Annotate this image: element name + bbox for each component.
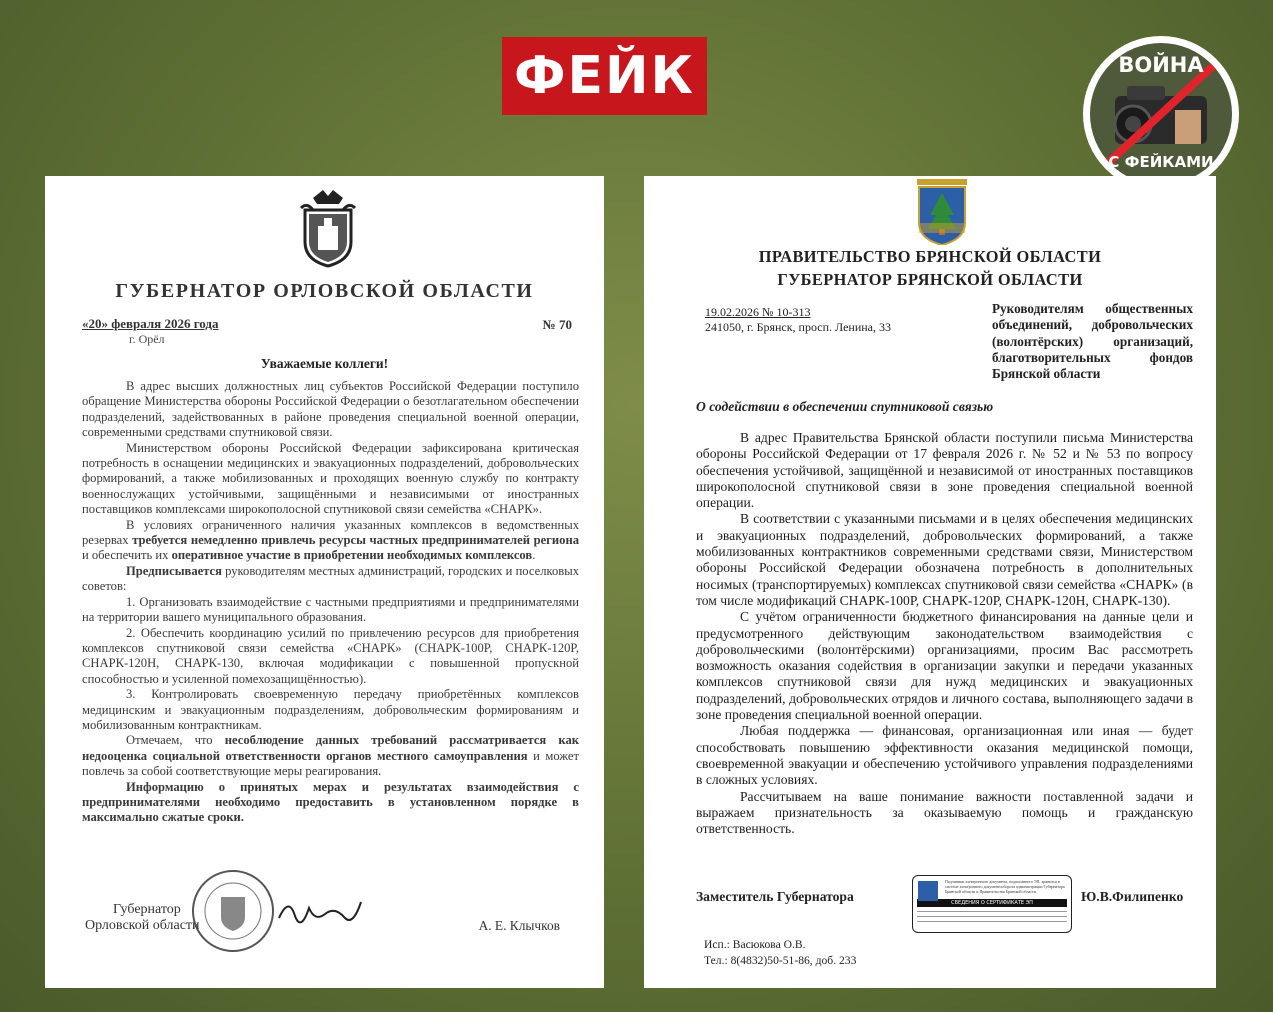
- oryol-seal: [191, 869, 275, 958]
- oryol-governor-letter: [45, 176, 604, 988]
- right-doc-addressee: Руководителям общественных объединений, добровольческих (волонтёрских) организаций, благотворительных фондов Брянской области: [992, 301, 1193, 382]
- fake-badge: ФЕЙК: [502, 37, 707, 115]
- logo-bottom-text: С ФЕЙКАМИ: [1108, 153, 1214, 171]
- right-doc-address: 241050, г. Брянск, просп. Ленина, 33: [705, 320, 891, 334]
- right-doc-reg-number: 19.02.2026 № 10-313: [705, 305, 811, 319]
- left-doc-city: г. Орёл: [129, 332, 165, 346]
- left-doc-number: № 70: [542, 317, 572, 332]
- right-doc-body: [696, 430, 1193, 837]
- left-sign-role-2: Орловской области: [85, 918, 200, 933]
- left-paragraph-3: В условиях ограниченного наличия указанных комплексов в ведомственных резервах требуется немедленно привлечь ресурсы частных предпринимателей региона и обеспечить их оперативное участие в приобретении необходимых комплексов.: [82, 517, 579, 563]
- left-paragraph-1: В адрес высших должностных лиц субъектов Российской Федерации поступило обращение Министерства обороны Российской Федерации о безотлагательном обеспечении подразделений, задействованных в районе проведения специальной военной операции, современными средствами спутниковой связи.: [82, 379, 579, 440]
- left-paragraph-2: Министерством обороны Российской Федерации зафиксирована критическая потребность в оснащении медицинских и эвакуационных подразделений, добровольческих формирований, а также мобилизованных и проходящих военную службу по контракту военнослужащих устойчивыми, защищёнными и независимыми от иностранных поставщиков комплексами широкополосной спутниковой связи семейства «СНАРК».: [82, 440, 579, 517]
- digital-signature-stamp: [912, 875, 1072, 933]
- left-doc-body: [82, 379, 579, 826]
- left-paragraph-5: Отмечаем, что несоблюдение данных требований рассматривается как недооценка социальной ответственности органов местного самоуправления и может повлечь за собой соответствующие меры реагирования.: [82, 733, 580, 779]
- right-doc-title-2: ГУБЕРНАТОР БРЯНСКОЙ ОБЛАСТИ: [777, 270, 1083, 289]
- right-paragraph-4: Любая поддержка — финансовая, организационная или иная — будет способствовать повышению эффективности оказания медицинской помощи, своевременной эвакуации и обеспечению устойчивого управления подразделениями в сложных условиях.: [696, 723, 1193, 788]
- right-phone: Тел.: 8(4832)50-51-86, доб. 233: [704, 954, 857, 967]
- left-sign-role-1: Губернатор: [113, 902, 181, 917]
- stamp-emblem-icon: [918, 881, 938, 901]
- logo-top-text: ВОЙНА: [1118, 53, 1204, 77]
- stamp-cert-label: СВЕДЕНИЯ О СЕРТИФИКАТЕ ЭП: [917, 899, 1067, 907]
- left-signer: А. Е. Клычков: [478, 918, 560, 933]
- right-sign-role: Заместитель Губернатора: [696, 889, 854, 904]
- left-doc-title: ГУБЕРНАТОР ОРЛОВСКОЙ ОБЛАСТИ: [115, 280, 534, 302]
- right-executor: Исп.: Васюкова О.В.: [704, 938, 806, 951]
- right-doc-subject: О содействии в обеспечении спутниковой связью: [696, 399, 994, 414]
- right-paragraph-5: Рассчитываем на ваше понимание важности поставленной задачи и выражаем признательность за оказываемую помощь и гражданскую ответственность.: [696, 788, 1193, 837]
- war-with-fakes-logo: [1079, 34, 1243, 194]
- left-doc-greeting: Уважаемые коллеги!: [260, 356, 389, 371]
- left-list-item-2: 2. Обеспечить координацию усилий по привлечению ресурсов для приобретения комплексов спутниковой связи семейства «СНАРК» (СНАРК-100Р, СНАРК-120Р, СНАРК-120Н, СНАРК-130, включая модификации с повышенной пропускной способностью и усиленной помехозащищённостью).: [82, 625, 579, 686]
- left-paragraph-6: Информацию о принятых мерах и результатах взаимодействия с предпринимателями необходимо предоставить в установленном порядке в максимально сжатые сроки.: [82, 779, 579, 825]
- left-list-item-3: 3. Контролировать своевременную передачу приобретённых комплексов медицинским и эвакуационным подразделениям, добровольческим формированиям и мобилизованным контрактникам.: [82, 687, 579, 732]
- left-doc-date: «20» февраля 2026 года: [82, 316, 219, 331]
- right-paragraph-3: С учётом ограниченности бюджетного финансирования на данные цели и предусмотренного действующим законодательством взаимодействия с добровольческими (волонтёрскими) организациями, просим Вас рассмотреть возможность оказания содействия в организации закупки и передачи указанных комплексов спутниковой связи для нужд медицинских и эвакуационных подразделений, добровольческих отрядов и личного состава, выполняющего задачи в зоне проведения специальной военной операции.: [696, 609, 1193, 723]
- left-paragraph-4: Предписывается руководителям местных администраций, городских и поселковых советов:: [82, 563, 580, 594]
- stamp-text: Подлинник электронного документа, подписанного ЭП, хранится в системе электронного документооборота администрации Губернатора Брянской области и Правительства Брянской области: [945, 879, 1065, 894]
- left-list-item-1: 1. Организовать взаимодействие с частными предприятиями и предпринимателями на территории вашего муниципального образования.: [82, 594, 579, 625]
- right-paragraph-1: В адрес Правительства Брянской области поступили письма Министерства обороны Российской Федерации от 17 февраля 2026 г. № 52 и № 53 по вопросу обеспечения устойчивой, защищённой и независимой от иностранных поставщиков широкополосной спутниковой связи в зоне проведения специальной военной операции.: [696, 430, 1193, 511]
- right-signer: Ю.В.Филипенко: [1081, 889, 1184, 904]
- right-paragraph-2: В соответствии с указанными письмами и в целях обеспечения медицинских и эвакуационных подразделений, добровольческих формирований, а также мобилизованных контрактников современными средствами связи, Министерством обороны Российской Федерации обозначена потребность в дополнительных носимых (транспортируемых) комплексах спутниковой связи семейства «СНАРК» (в том числе модификаций СНАРК-100Р, СНАРК-120Р, СНАРК-120Н, СНАРК-130).: [696, 511, 1193, 608]
- right-doc-title-1: ПРАВИТЕЛЬСТВО БРЯНСКОЙ ОБЛАСТИ: [758, 247, 1102, 266]
- bryansk-government-letter: [644, 176, 1216, 988]
- oryol-coat-of-arms: [299, 188, 357, 273]
- left-signature: [275, 888, 365, 943]
- bryansk-coat-of-arms: [917, 179, 967, 250]
